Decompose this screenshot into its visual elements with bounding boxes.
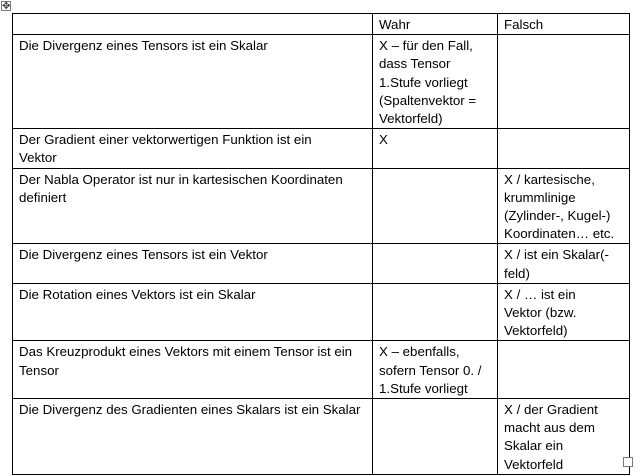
wahr-cell[interactable]: X – für den Fall, dass Tensor 1.Stufe vorliegt (Spaltenvektor = Vektorfeld) bbox=[373, 35, 498, 129]
statement-cell[interactable]: Die Divergenz des Gradienten eines Skalars ist ein Skalar bbox=[13, 399, 373, 475]
table-row bbox=[13, 399, 630, 475]
wahr-cell[interactable] bbox=[373, 168, 498, 244]
table-move-handle-icon[interactable]: ✥ bbox=[2, 1, 11, 12]
falsch-cell[interactable]: X / … ist ein Vektor (bzw. Vektorfeld) bbox=[498, 283, 630, 341]
table-row bbox=[13, 168, 630, 244]
wahr-cell[interactable] bbox=[373, 399, 498, 475]
header-cell-falsch[interactable]: Falsch bbox=[498, 14, 630, 35]
table-row bbox=[13, 35, 630, 129]
wahr-cell[interactable] bbox=[373, 283, 498, 341]
statement-cell[interactable]: Das Kreuzprodukt eines Vektors mit einem Tensor ist ein Tensor bbox=[13, 341, 373, 399]
table-row bbox=[13, 283, 630, 341]
falsch-cell[interactable]: X / ist ein Skalar(- feld) bbox=[498, 244, 630, 283]
falsch-cell[interactable]: X / kartesische, krummlinige (Zylinder-, Kugel-) Koordinaten… etc. bbox=[498, 168, 630, 244]
wahr-cell[interactable]: X – ebenfalls, sofern Tensor 0. / 1.Stufe vorliegt bbox=[373, 341, 498, 399]
true-false-table bbox=[12, 13, 630, 475]
table-header-row bbox=[13, 14, 630, 35]
statement-cell[interactable]: Die Divergenz eines Tensors ist ein Skalar bbox=[13, 35, 373, 129]
table-resize-handle-icon[interactable] bbox=[623, 457, 633, 467]
falsch-cell[interactable]: X / der Gradient macht aus dem Skalar ein Vektorfeld bbox=[498, 399, 630, 475]
wahr-cell[interactable] bbox=[373, 244, 498, 283]
statement-cell[interactable]: Der Gradient einer vektorwertigen Funktion ist ein Vektor bbox=[13, 129, 373, 168]
table-row bbox=[13, 129, 630, 168]
table-row bbox=[13, 244, 630, 283]
falsch-cell[interactable] bbox=[498, 35, 630, 129]
wahr-cell[interactable]: X bbox=[373, 129, 498, 168]
falsch-cell[interactable] bbox=[498, 341, 630, 399]
statement-cell[interactable]: Der Nabla Operator ist nur in kartesischen Koordinaten definiert bbox=[13, 168, 373, 244]
header-cell-wahr[interactable]: Wahr bbox=[373, 14, 498, 35]
table-row bbox=[13, 341, 630, 399]
falsch-cell[interactable] bbox=[498, 129, 630, 168]
statement-cell[interactable]: Die Rotation eines Vektors ist ein Skalar bbox=[13, 283, 373, 341]
header-cell-statement[interactable] bbox=[13, 14, 373, 35]
statement-cell[interactable]: Die Divergenz eines Tensors ist ein Vektor bbox=[13, 244, 373, 283]
